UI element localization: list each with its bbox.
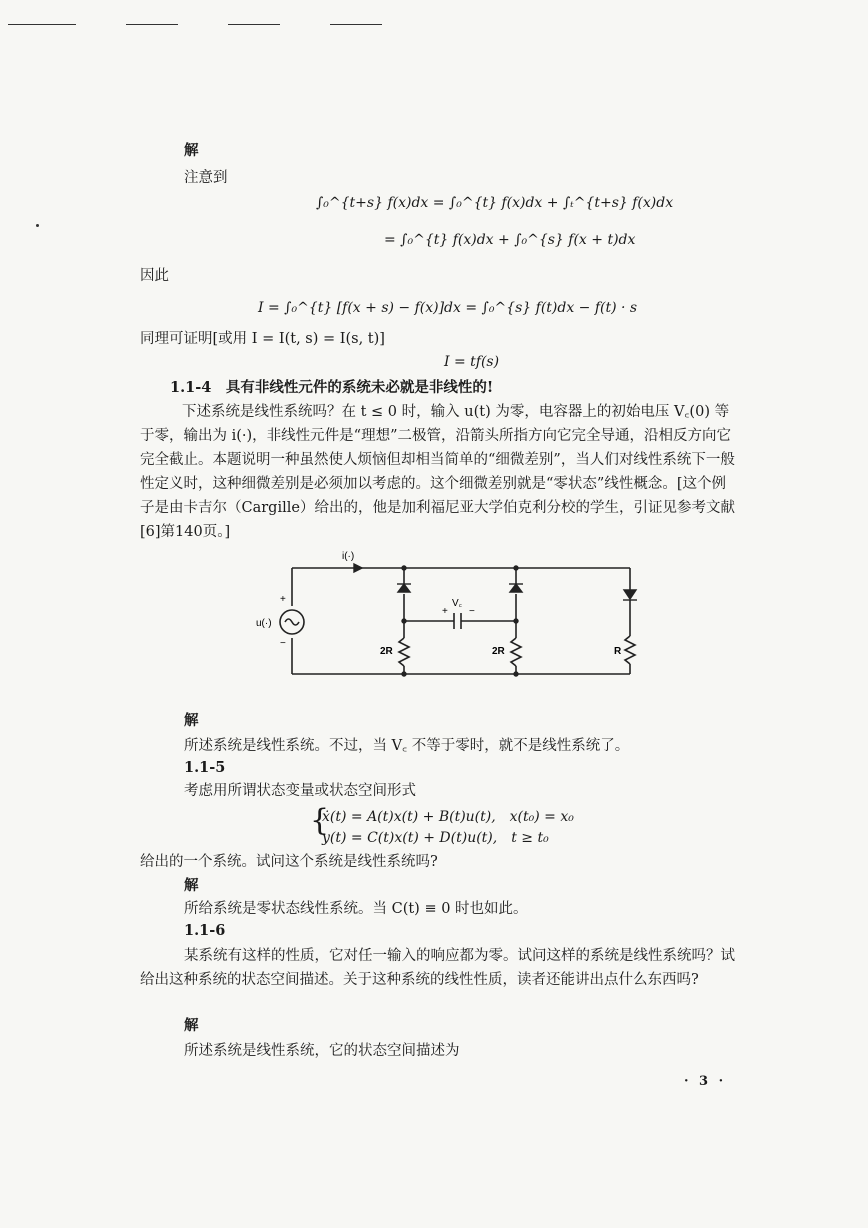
resistor-label-1: 2R — [380, 646, 393, 657]
solution-heading: 解 — [184, 877, 199, 894]
state-equation-line-2: y(t) = C(t)x(t) + D(t)u(t), t ≥ t₀ — [322, 830, 549, 846]
solution-heading: 解 — [184, 712, 199, 729]
equation-3: I = tf(s) — [444, 354, 500, 370]
scan-speck — [36, 224, 39, 227]
solution-text: 所述系统是线性系统，它的状态空间描述为 — [184, 1043, 460, 1059]
section-paragraph-1-1-4: 下述系统是线性系统吗？在 t ≤ 0 时，输入 u(t) 为零，电容器上的初始电压 V꜀(0) 等于零，输出为 i(·)，非线性元件是“理想”二极管，沿箭头所指方向它完全导通，沿相反方向它完全截止。本题说明一种虽然使人烦恼但却相当简单的“细微差别”，当人们对线性系统下一般性定义时，这种细微差别是必须加以考虑的。这个细微差别就是“零状态”线性概念。[这个例子是由卡吉尔（Cargille）给出的，他是加利福尼亚大学伯克利分校的学生，引证见参考文献[6]第140页。] — [140, 404, 735, 540]
brace: { — [310, 803, 330, 838]
therefore-text: 因此 — [140, 268, 169, 284]
scan-rule — [330, 24, 382, 25]
resistor-label-2: 2R — [492, 646, 505, 657]
solution-heading: 解 — [184, 142, 199, 159]
section-intro-1-1-5: 考虑用所谓状态变量或状态空间形式 — [184, 783, 416, 799]
source-plus: + — [280, 594, 286, 605]
solution-text: 所述系统是线性系统。不过，当 V꜀ 不等于零时，就不是线性系统了。 — [184, 738, 630, 754]
section-heading-1-1-5: 1.1-5 — [184, 759, 226, 776]
similar-proof-text: 同理可证明[或用 I = I(t, s) = I(s, t)] — [140, 331, 385, 347]
scan-rule — [8, 24, 76, 25]
equation-2: I = ∫₀^{t} [f(x + s) − f(x)]dx = ∫₀^{s} f(t)dx − f(t) · s — [258, 300, 638, 316]
current-label: i(·) — [342, 551, 355, 562]
equation-1-line-2: = ∫₀^{t} f(x)dx + ∫₀^{s} f(x + t)dx — [384, 232, 636, 248]
solution-intro: 注意到 — [184, 170, 228, 186]
section-heading-1-1-6: 1.1-6 — [184, 922, 226, 939]
section-heading-1-1-4: 1.1-4 具有非线性元件的系统未必就是非线性的! — [170, 379, 494, 396]
source-minus: − — [280, 638, 286, 649]
state-equation-line-1: ẋ(t) = A(t)x(t) + B(t)u(t), x(t₀) = x₀ — [322, 809, 574, 825]
capacitor-minus: − — [469, 606, 475, 617]
page-number: · 3 · — [684, 1074, 727, 1089]
question-text: 给出的一个系统。试问这个系统是线性系统吗? — [140, 854, 438, 870]
solution-heading: 解 — [184, 1017, 199, 1034]
resistor-label-3: R — [614, 646, 622, 657]
solution-text: 所给系统是零状态线性系统。当 C(t) ≡ 0 时也如此。 — [184, 901, 528, 917]
capacitor-label: V꜀ — [452, 598, 463, 609]
capacitor-plus: + — [442, 606, 448, 617]
scan-rule — [126, 24, 178, 25]
section-paragraph-1-1-6: 某系统有这样的性质，它对任一输入的响应都为零。试问这样的系统是线性系统吗？试给出这种系统的状态空间描述。关于这种系统的线性性质，读者还能讲出点什么东西吗? — [140, 948, 735, 988]
equation-1-line-1: ∫₀^{t+s} f(x)dx = ∫₀^{t} f(x)dx + ∫ₜ^{t+s} f(x)dx — [316, 195, 674, 211]
scan-rule — [228, 24, 280, 25]
circuit-diagram — [250, 548, 650, 680]
source-label: u(·) — [256, 618, 272, 629]
